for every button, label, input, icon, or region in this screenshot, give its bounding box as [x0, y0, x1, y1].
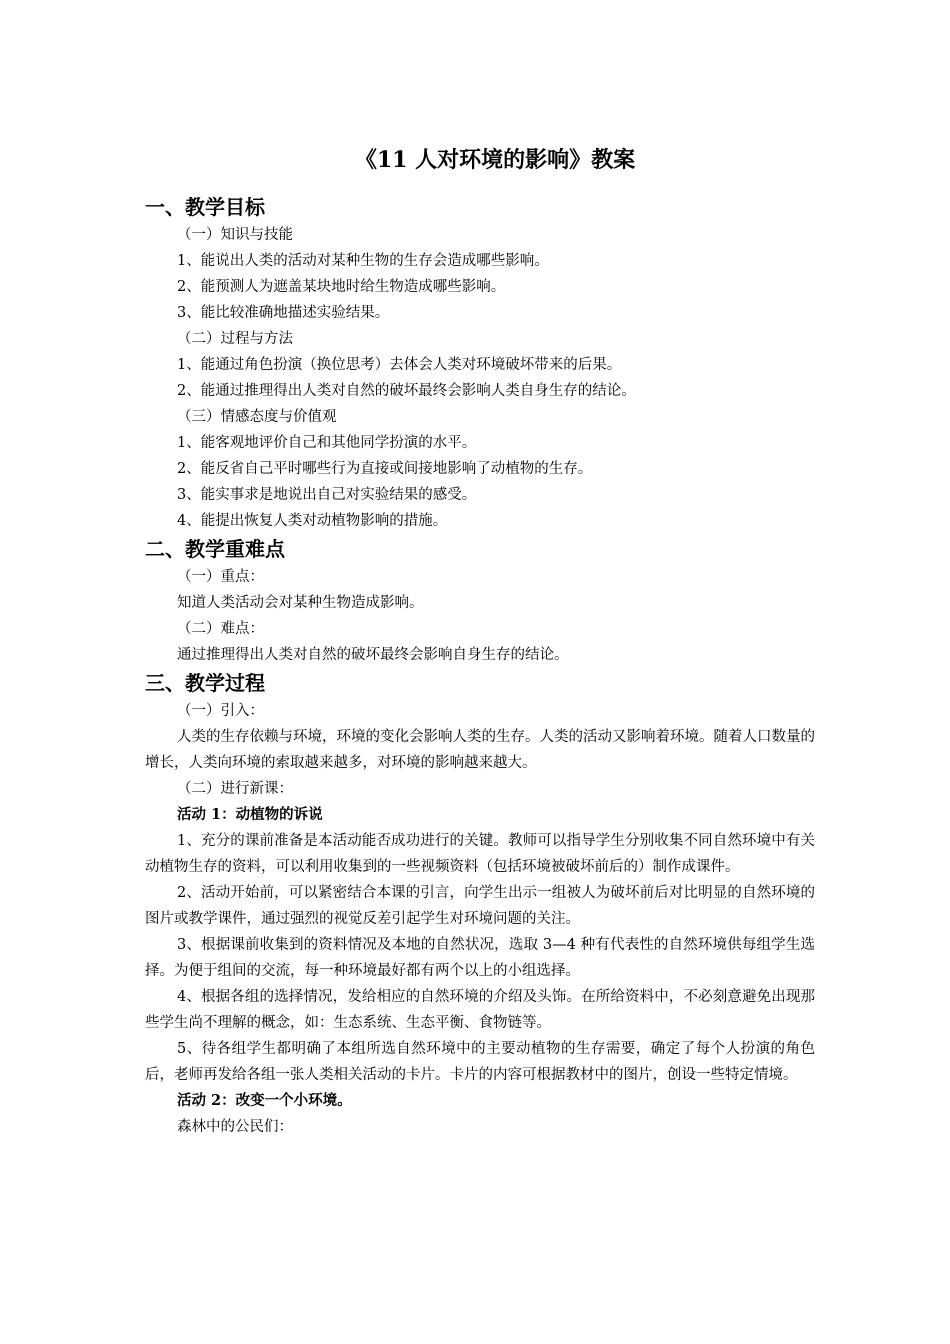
- paragraph: 4、根据各组的选择情况，发给相应的自然环境的介绍及头饰。在所给资料中，不必刻意避免出现那些学生尚不理解的概念，如：生态系统、生态平衡、食物链等。: [145, 989, 815, 1031]
- paragraph: 1、充分的课前准备是本活动能否成功进行的关键。教师可以指导学生分别收集不同自然环境中有关动植物生存的资料，可以利用收集到的一些视频资料（包括环境被破坏前后的）制作成课件。: [145, 833, 815, 875]
- paragraph: 森林中的公民们：: [177, 1119, 293, 1135]
- subheading-difficulty: （二）难点：: [177, 621, 264, 637]
- document-title: 《11 人对环境的影响》教案: [354, 147, 636, 173]
- list-item: 1、能通过角色扮演（换位思考）去体会人类对环境破坏带来的后果。: [177, 357, 622, 373]
- paragraph: 5、待各组学生都明确了本组所选自然环境中的主要动植物的生存需要，确定了每个人扮演的角色后，老师再发给各组一张人类相关活动的卡片。卡片的内容可根据教材中的图片，创设一些特定情境。: [145, 1041, 815, 1083]
- subheading-new-lesson: （二）进行新课：: [177, 781, 293, 797]
- subheading-intro: （一）引入：: [177, 703, 264, 719]
- subheading-knowledge: （一）知识与技能: [177, 227, 293, 243]
- list-item: 1、能客观地评价自己和其他同学扮演的水平。: [177, 435, 477, 451]
- section-heading-key-points: 二、教学重难点: [145, 537, 285, 561]
- activity-heading-2: 活动 2：改变一个小环境。: [177, 1092, 352, 1109]
- list-item: 2、能通过推理得出人类对自然的破坏最终会影响人类自身生存的结论。: [177, 383, 636, 399]
- paragraph: 通过推理得出人类对自然的破坏最终会影响自身生存的结论。: [177, 647, 569, 663]
- paragraph: 人类的生存依赖与环境，环境的变化会影响人类的生存。人类的活动又影响着环境。随着人口数量的增长，人类向环境的索取越来越多，对环境的影响越来越大。: [145, 729, 815, 771]
- subheading-process: （二）过程与方法: [177, 331, 293, 347]
- list-item: 4、能提出恢复人类对动植物影响的措施。: [177, 513, 448, 529]
- section-heading-objectives: 一、教学目标: [145, 195, 265, 219]
- list-item: 2、能反省自己平时哪些行为直接或间接地影响了动植物的生存。: [177, 461, 593, 477]
- document-body: [145, 140, 815, 1140]
- subheading-key: （一）重点：: [177, 569, 264, 585]
- section-heading-process: 三、教学过程: [145, 671, 265, 695]
- paragraph: 知道人类活动会对某种生物造成影响。: [177, 595, 424, 611]
- list-item: 1、能说出人类的活动对某种生物的生存会造成哪些影响。: [177, 253, 549, 269]
- activity-heading-1: 活动 1：动植物的诉说: [177, 806, 323, 823]
- list-item: 3、能比较准确地描述实验结果。: [177, 305, 390, 321]
- paragraph: 3、根据课前收集到的资料情况及本地的自然状况，选取 3—4 种有代表性的自然环境供每组学生选择。为便于组间的交流，每一种环境最好都有两个以上的小组选择。: [145, 937, 815, 979]
- list-item: 3、能实事求是地说出自己对实验结果的感受。: [177, 487, 477, 503]
- subheading-attitude: （三）情感态度与价值观: [177, 409, 337, 425]
- list-item: 2、能预测人为遮盖某块地时给生物造成哪些影响。: [177, 279, 506, 295]
- paragraph: 2、活动开始前，可以紧密结合本课的引言，向学生出示一组被人为破坏前后对比明显的自然环境的图片或教学课件，通过强烈的视觉反差引起学生对环境问题的关注。: [145, 885, 815, 927]
